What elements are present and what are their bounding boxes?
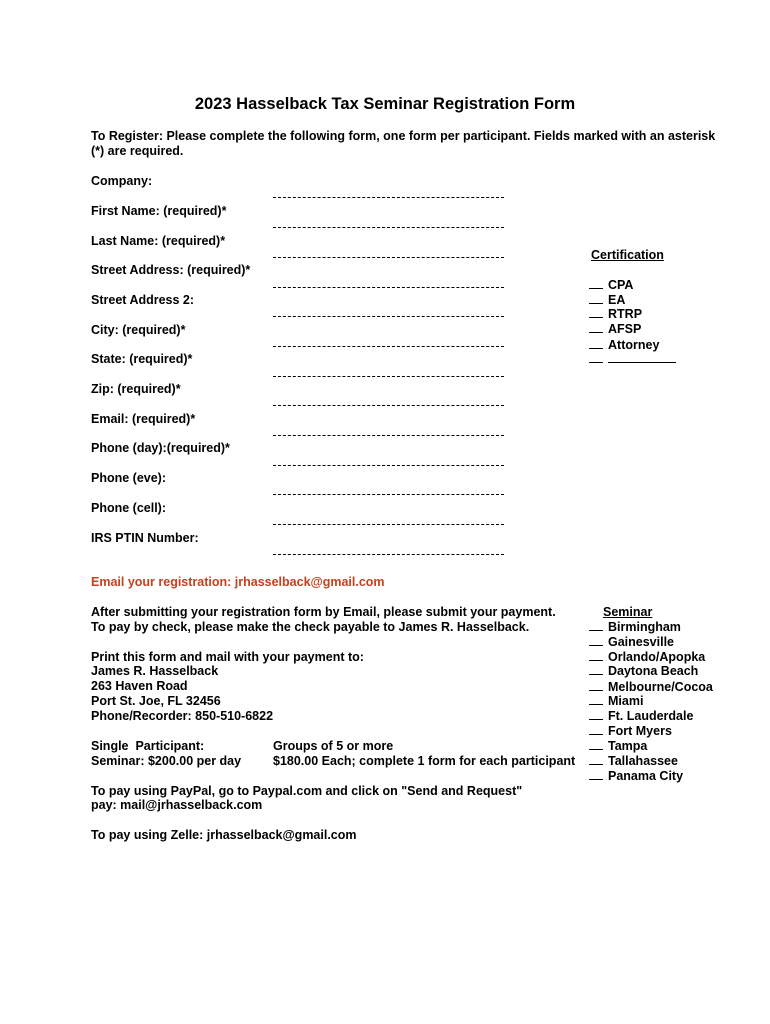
address-phone: Phone/Recorder: 850-510-6822 [91,709,274,723]
address-street: 263 Haven Road [91,679,188,693]
checkbox-blank[interactable] [589,664,603,675]
checkbox-blank[interactable] [589,635,603,646]
checkbox-blank[interactable] [589,322,603,333]
certification-option-attorney[interactable]: Attorney [589,338,659,353]
checkbox-blank[interactable] [589,650,603,661]
field-label-street-address: Street Address: (required)* [91,263,251,277]
checkbox-blank[interactable] [589,739,603,750]
seminar-option-gainesville[interactable]: Gainesville [589,635,674,650]
checkbox-blank[interactable] [589,620,603,631]
checkbox-blank[interactable] [589,680,603,691]
checkbox-blank[interactable] [589,338,603,349]
seminar-option-birmingham[interactable]: Birmingham [589,620,681,635]
field-label-phone-day: Phone (day):(required)* [91,441,230,455]
city-input-line[interactable] [273,346,504,347]
ptin-input-line[interactable] [273,554,504,555]
last-name-input-line[interactable] [273,257,504,258]
field-label-phone-eve: Phone (eve): [91,471,167,485]
form-title: 2023 Hasselback Tax Seminar Registration Form [194,95,576,113]
seminar-option-daytona-beach[interactable]: Daytona Beach [589,664,698,679]
field-label-company: Company: [91,174,153,188]
certification-option-ea[interactable]: EA [589,293,625,308]
group-price: $180.00 Each; complete 1 form for each participant [273,754,576,768]
field-label-first-name: First Name: (required)* [91,204,227,218]
address-name: James R. Hasselback [91,664,219,678]
address-city: Port St. Joe, FL 32456 [91,694,221,708]
seminar-option-tampa[interactable]: Tampa [589,739,647,754]
first-name-input-line[interactable] [273,227,504,228]
field-label-zip: Zip: (required)* [91,382,181,396]
phone-eve-input-line[interactable] [273,494,504,495]
field-label-email: Email: (required)* [91,412,196,426]
zip-input-line[interactable] [273,405,504,406]
field-label-city: City: (required)* [91,323,186,337]
checkbox-blank[interactable] [589,293,603,304]
checkbox-blank[interactable] [589,694,603,705]
seminar-option-miami[interactable]: Miami [589,694,643,709]
seminar-option-fort-myers[interactable]: Fort Myers [589,724,672,739]
company-input-line[interactable] [273,197,504,198]
seminar-option-tallahassee[interactable]: Tallahassee [589,754,678,769]
certification-option-other[interactable] [589,352,676,367]
field-label-last-name: Last Name: (required)* [91,234,226,248]
single-participant-label: Single Participant: [91,739,205,753]
seminar-heading: Seminar [603,605,653,619]
state-input-line[interactable] [273,376,504,377]
zelle-instruction: To pay using Zelle: jrhasselback@gmail.com [91,828,357,842]
checkbox-blank[interactable] [589,352,603,363]
field-label-phone-cell: Phone (cell): [91,501,167,515]
payment-instruction-2: To pay by check, please make the check payable to James R. Hasselback. [91,620,530,634]
street-address-input-line[interactable] [273,287,504,288]
checkbox-blank[interactable] [589,709,603,720]
mail-instruction: Print this form and mail with your payment to: [91,650,364,664]
certification-option-afsp[interactable]: AFSP [589,322,641,337]
phone-day-input-line[interactable] [273,465,504,466]
email-registration: Email your registration: jrhasselback@gmail.com [91,575,385,589]
seminar-option-melbourne-cocoa[interactable]: Melbourne/Cocoa [589,680,713,695]
single-participant-price: Seminar: $200.00 per day [91,754,242,768]
certification-option-rtrp[interactable]: RTRP [589,307,642,322]
email-input-line[interactable] [273,435,504,436]
payment-instruction-1: After submitting your registration form by Email, please submit your payment. [91,605,556,619]
checkbox-blank[interactable] [589,769,603,780]
checkbox-blank[interactable] [589,754,603,765]
seminar-option-ft-lauderdale[interactable]: Ft. Lauderdale [589,709,693,724]
field-label-state: State: (required)* [91,352,193,366]
checkbox-blank[interactable] [589,307,603,318]
group-label: Groups of 5 or more [273,739,394,753]
other-certification-line[interactable] [608,352,676,363]
paypal-instruction-2: pay: mail@jrhasselback.com [91,798,263,812]
field-label-street-address-2: Street Address 2: [91,293,195,307]
paypal-instruction-1: To pay using PayPal, go to Paypal.com and click on "Send and Request" [91,784,523,798]
street-address-2-input-line[interactable] [273,316,504,317]
intro-text: To Register: Please complete the following form, one form per participant. Fields marked with an asterisk (*) are required. [91,129,716,158]
field-label-ptin: IRS PTIN Number: [91,531,199,545]
seminar-option-panama-city[interactable]: Panama City [589,769,683,784]
checkbox-blank[interactable] [589,278,603,289]
seminar-option-orlando-apopka[interactable]: Orlando/Apopka [589,650,705,665]
certification-heading: Certification [591,248,664,262]
phone-cell-input-line[interactable] [273,524,504,525]
checkbox-blank[interactable] [589,724,603,735]
certification-option-cpa[interactable]: CPA [589,278,633,293]
